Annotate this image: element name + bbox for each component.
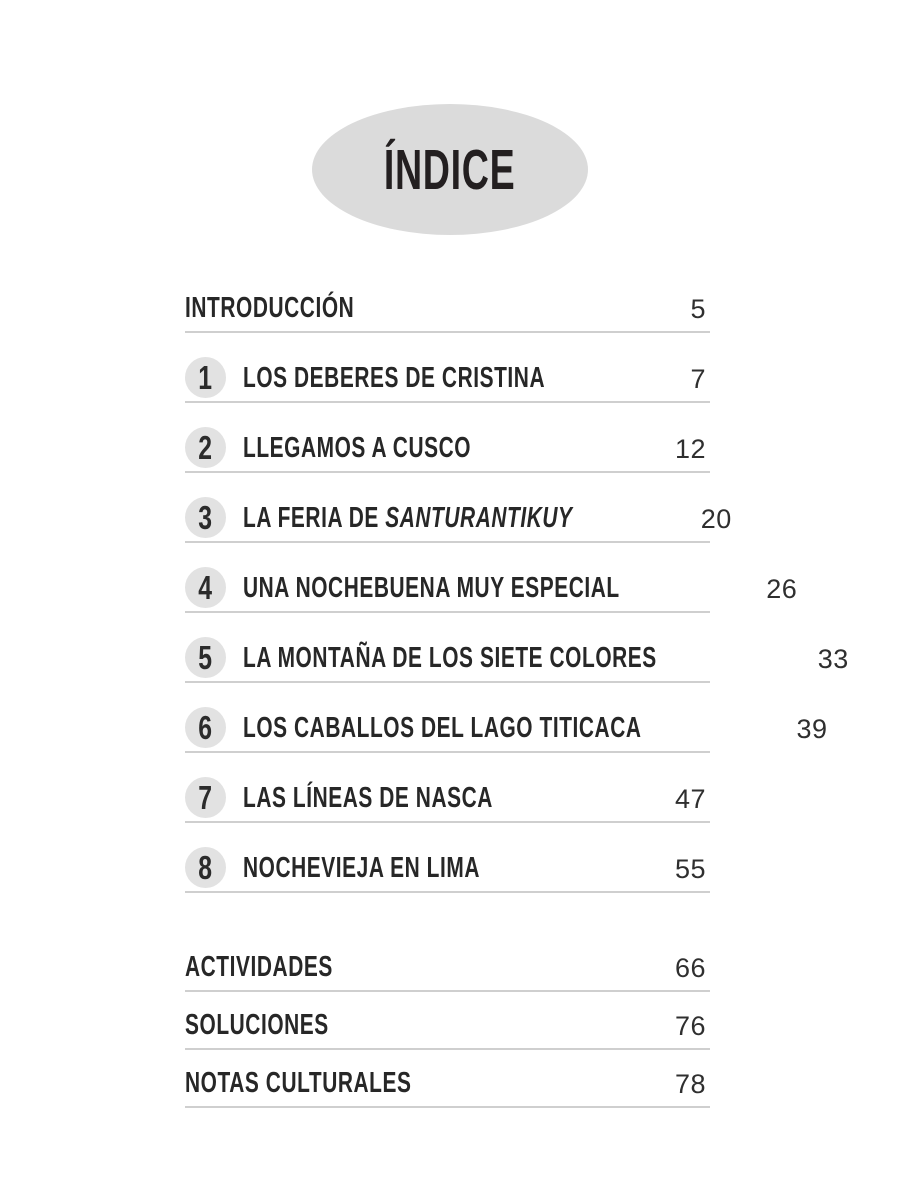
section-title: SOLUCIONES <box>185 1009 329 1041</box>
toc-row-chapter-6 <box>185 683 828 753</box>
chapter-number: 2 <box>198 429 213 466</box>
section-title: ACTIVIDADES <box>185 951 333 983</box>
chapter-number-badge <box>185 707 226 748</box>
page-number: 26 <box>766 574 798 604</box>
page-number: 39 <box>796 714 828 744</box>
page-number: 55 <box>674 854 706 884</box>
page-number: 66 <box>674 953 706 983</box>
toc-row-chapter-7 <box>185 753 710 823</box>
chapter-number: 1 <box>198 359 213 396</box>
toc-row-chapter-8 <box>185 823 710 893</box>
section-gap <box>185 893 710 934</box>
page-number: 78 <box>674 1069 706 1099</box>
index-title-badge <box>312 104 588 235</box>
chapter-number-badge <box>185 777 226 818</box>
chapter-title: LAS LÍNEAS DE NASCA <box>243 782 493 814</box>
chapter-number: 3 <box>198 499 213 536</box>
chapter-number-badge <box>185 847 226 888</box>
chapter-title: LA MONTAÑA DE LOS SIETE COLORES <box>243 642 657 674</box>
toc-row-chapter-3 <box>185 473 732 543</box>
chapter-title: NOCHEVIEJA EN LIMA <box>243 852 480 884</box>
page-title: ÍNDICE <box>384 138 516 202</box>
toc-row-introduction <box>185 287 710 333</box>
chapter-title: LLEGAMOS A CUSCO <box>243 432 472 464</box>
chapter-number-badge <box>185 357 226 398</box>
chapter-title: LOS DEBERES DE CRISTINA <box>243 362 546 394</box>
page-number: 33 <box>817 644 849 674</box>
chapter-title: LA FERIA DE SANTURANTIKUY <box>243 502 573 534</box>
page-number: 20 <box>700 504 732 534</box>
chapter-number: 6 <box>198 709 213 746</box>
toc-row-chapter-4 <box>185 543 798 613</box>
chapter-number: 5 <box>198 639 213 676</box>
chapter-number-badge <box>185 497 226 538</box>
toc-row-chapter-1 <box>185 333 710 403</box>
chapter-number-badge <box>185 637 226 678</box>
chapter-title: LOS CABALLOS DEL LAGO TITICACA <box>243 712 642 744</box>
chapter-number: 8 <box>198 849 213 886</box>
page-number: 47 <box>674 784 706 814</box>
section-title: NOTAS CULTURALES <box>185 1067 412 1099</box>
page-number: 5 <box>690 294 706 324</box>
chapter-number-badge <box>185 427 226 468</box>
page-number: 7 <box>690 364 706 394</box>
chapter-number-badge <box>185 567 226 608</box>
toc-row-chapter-5 <box>185 613 849 683</box>
page-number: 76 <box>674 1011 706 1041</box>
chapter-title: UNA NOCHEBUENA MUY ESPECIAL <box>243 572 620 604</box>
toc-row-actividades <box>185 934 710 992</box>
chapter-number: 4 <box>198 569 213 606</box>
page-number: 12 <box>674 434 706 464</box>
section-title: INTRODUCCIÓN <box>185 292 355 324</box>
toc-row-notas-culturales <box>185 1050 710 1108</box>
chapter-number: 7 <box>198 779 213 816</box>
toc-row-soluciones <box>185 992 710 1050</box>
toc-list <box>185 287 849 1108</box>
toc-row-chapter-2 <box>185 403 710 473</box>
